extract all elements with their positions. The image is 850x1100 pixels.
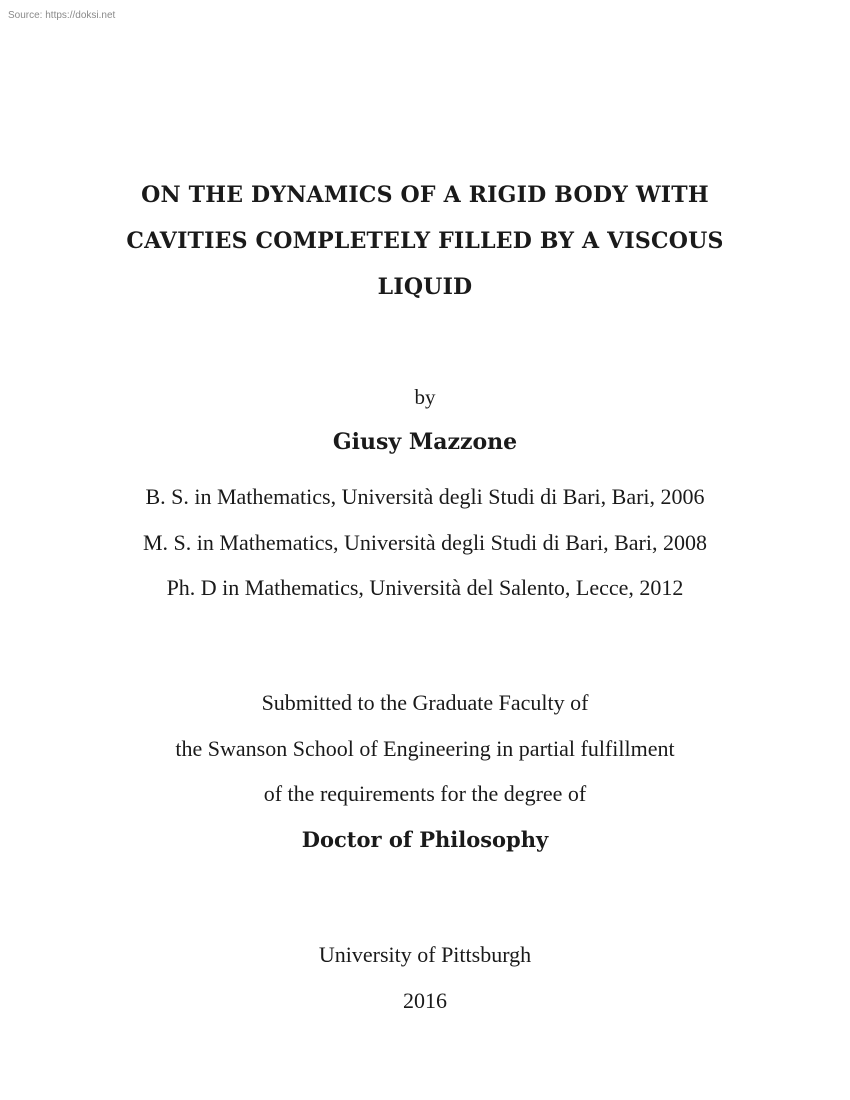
title-line-3: LIQUID xyxy=(377,274,473,300)
degree-sought: Doctor of Philosophy xyxy=(301,826,549,852)
institution-block xyxy=(0,932,850,1023)
degree-line-ms: M. S. in Mathematics, Università degli Studi di Bari, Bari, 2008 xyxy=(143,529,707,555)
submitted-line-3: of the requirements for the degree of xyxy=(263,781,587,806)
title-line-1: ON THE DYNAMICS OF A RIGID BODY WITH xyxy=(141,182,709,208)
submitted-line-2: the Swanson School of Engineering in partial fulfillment xyxy=(175,735,675,761)
degree-line-bs: B. S. in Mathematics, Università degli Studi di Bari, Bari, 2006 xyxy=(145,484,705,509)
title-line-2: CAVITIES COMPLETELY FILLED BY A VISCOUS xyxy=(126,228,724,254)
by-label: by xyxy=(414,385,436,409)
submission-year: 2016 xyxy=(403,987,447,1013)
institution-name: University of Pittsburgh xyxy=(318,942,532,967)
submitted-line-1: Submitted to the Graduate Faculty of xyxy=(261,690,589,715)
author-name: Giusy Mazzone xyxy=(332,429,518,455)
submission-statement xyxy=(0,680,850,862)
thesis-title xyxy=(0,172,850,310)
source-watermark: Source: https://doksi.net xyxy=(8,10,116,21)
prior-degrees xyxy=(0,474,850,611)
degree-line-phd: Ph. D in Mathematics, Università del Salento, Lecce, 2012 xyxy=(166,575,684,600)
